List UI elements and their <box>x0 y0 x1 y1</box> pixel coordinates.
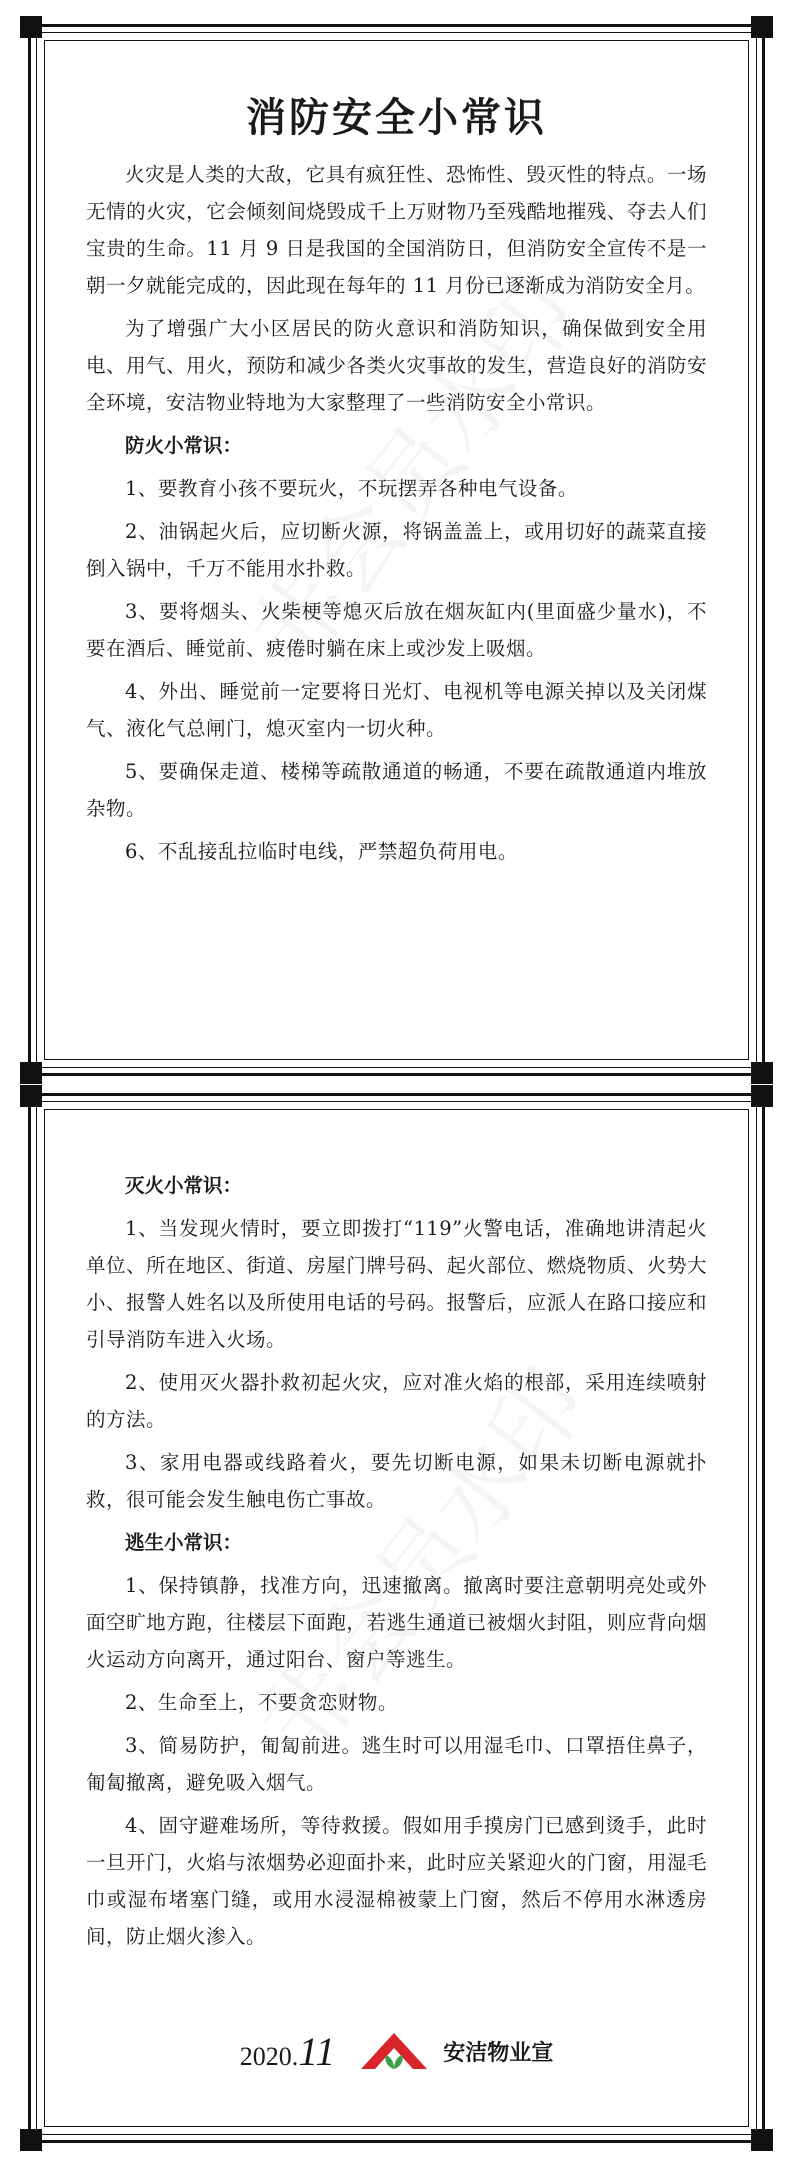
footer <box>28 2021 765 2081</box>
corner-square <box>20 1062 42 1084</box>
corner-square <box>20 1085 42 1107</box>
list-item: 2、油锅起火后，应切断火源，将锅盖盖上，或用切好的蔬菜直接倒入锅中，千万不能用水扑救。 <box>86 520 707 580</box>
list-item: 1、当发现火情时，要立即拨打“119”火警电话，准确地讲清起火单位、所在地区、街道、房屋门牌号码、起火部位、燃烧物质、火势大小、报警人姓名以及所使用电话的号码。报警后，应派人在路口接应和引导消防车进入火场。 <box>86 1217 707 1351</box>
corner-square <box>20 16 42 38</box>
list-item: 2、使用灭火器扑救初起火灾，应对准火焰的根部，采用连续喷射的方法。 <box>86 1371 707 1431</box>
list-item: 3、家用电器或线路着火，要先切断电源，如果未切断电源就扑救，很可能会发生触电伤亡事故。 <box>86 1451 707 1511</box>
intro-paragraph: 火灾是人类的大敌，它具有疯狂性、恐怖性、毁灭性的特点。一场无情的火灾，它会倾刻间烧毁成千上万财物乃至残酷地摧残、夺去人们宝贵的生命。11 月 9 日是我国的全国消防日，但消防安全宣传不是一朝一夕就能完成的，因此现在每年的 11 月份已逐渐成为消防安全月。 <box>86 163 707 297</box>
intro-paragraph: 为了增强广大小区居民的防火意识和消防知识，确保做到安全用电、用气、用火，预防和减少各类火灾事故的发生，营造良好的消防安全环境，安洁物业特地为大家整理了一些消防安全小常识。 <box>86 317 707 414</box>
list-item: 3、简易防护，匍匐前进。逃生时可以用湿毛巾、口罩捂住鼻子，匍匐撤离，避免吸入烟气。 <box>86 1734 707 1794</box>
page-panel-2 <box>28 1093 765 2143</box>
list-item: 4、固守避难场所，等待救援。假如用手摸房门已感到烫手，此时一旦开门，火焰与浓烟势必迎面扑来，此时应关紧迎火的门窗，用湿毛巾或湿布堵塞门缝，或用水浸湿棉被蒙上门窗，然后不停用水淋透房间，防止烟火渗入。 <box>86 1814 707 1948</box>
corner-square <box>751 1085 773 1107</box>
section-heading-escape: 逃生小常识： <box>125 1531 243 1554</box>
footer-organization: 安洁物业宣 <box>443 2040 554 2066</box>
panel-1-content <box>86 94 707 876</box>
list-item: 6、不乱接乱拉临时电线，严禁超负荷用电。 <box>125 840 518 863</box>
footer-month: 11 <box>298 2028 336 2074</box>
corner-square <box>751 2129 773 2151</box>
page-title: 消防安全小常识 <box>246 94 547 141</box>
section-heading-fire-prevention: 防火小常识： <box>125 434 243 457</box>
footer-year: 2020. <box>239 2041 299 2071</box>
list-item: 1、要教育小孩不要玩火，不玩摆弄各种电气设备。 <box>125 477 578 500</box>
red-house-logo-icon <box>357 2029 431 2073</box>
footer-date <box>240 2028 336 2075</box>
list-item: 2、生命至上，不要贪恋财物。 <box>125 1691 398 1714</box>
corner-square <box>20 2129 42 2151</box>
list-item: 4、外出、睡觉前一定要将日光灯、电视机等电源关掉以及关闭煤气、液化气总闸门，熄灭室内一切火种。 <box>86 680 707 740</box>
list-item: 5、要确保走道、楼梯等疏散通道的畅通，不要在疏散通道内堆放杂物。 <box>86 760 707 820</box>
page-panel-1 <box>28 24 765 1076</box>
corner-square <box>751 1062 773 1084</box>
panel-2-content <box>86 1163 707 1961</box>
list-item: 3、要将烟头、火柴梗等熄灭后放在烟灰缸内(里面盛少量水)，不要在酒后、睡觉前、疲倦时躺在床上或沙发上吸烟。 <box>86 600 707 660</box>
list-item: 1、保持镇静，找准方向，迅速撤离。撤离时要注意朝明亮处或外面空旷地方跑，往楼层下面跑，若逃生通道已被烟火封阻，则应背向烟火运动方向离开，通过阳台、窗户等逃生。 <box>86 1574 707 1671</box>
corner-square <box>751 16 773 38</box>
section-heading-fire-fighting: 灭火小常识： <box>125 1174 243 1197</box>
